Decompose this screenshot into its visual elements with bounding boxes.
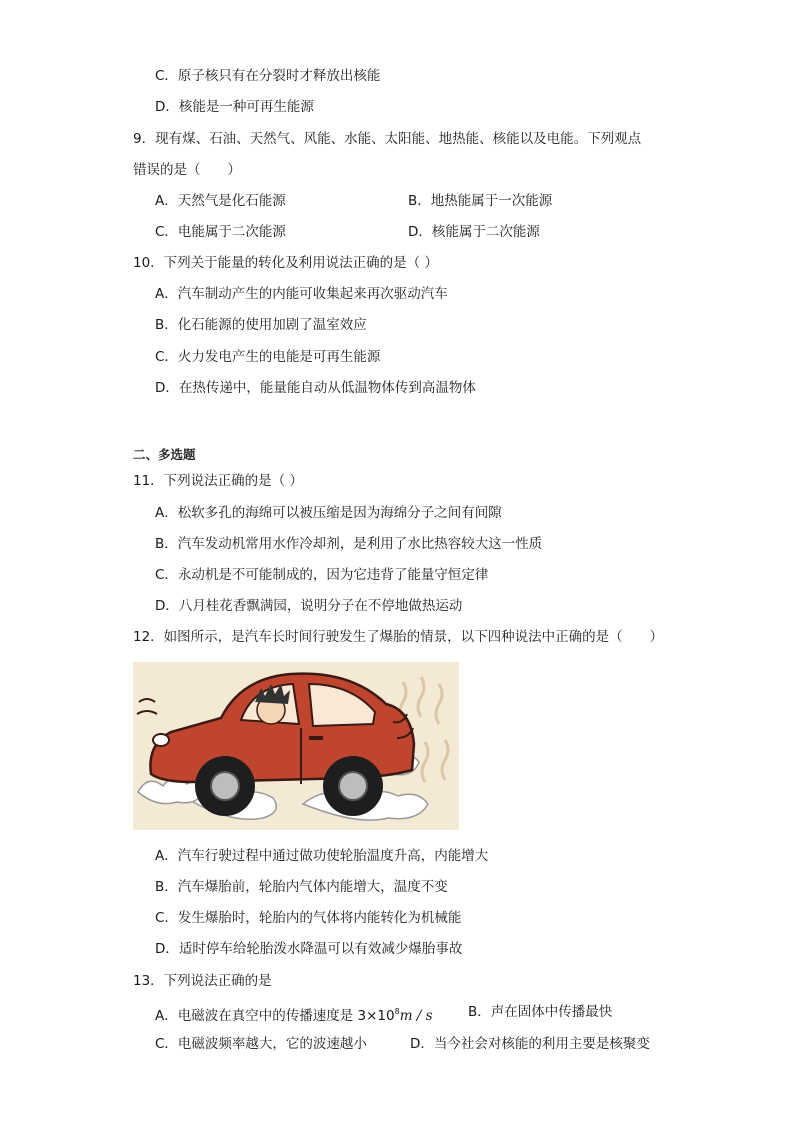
tire-blowout-illustration	[133, 662, 459, 830]
q13-option-c: C．电磁波频率越大，它的波速越小	[155, 1036, 367, 1052]
q8-option-d: D．核能是一种可再生能源	[155, 99, 314, 115]
q10-option-d: D．在热传递中，能量能自动从低温物体传到高温物体	[155, 380, 476, 396]
q10-option-b: B．化石能源的使用加剧了温室效应	[155, 317, 367, 333]
q11-option-d: D．八月桂花香飘满园，说明分子在不停地做热运动	[155, 598, 463, 614]
q9-stem-line2: 错误的是（ ）	[133, 162, 241, 178]
q13-stem: 13．下列说法正确的是	[133, 973, 272, 989]
q13-option-b: B．声在固体中传播最快	[468, 1004, 613, 1020]
q10-option-a: A．汽车制动产生的内能可收集起来再次驱动汽车	[155, 286, 448, 302]
q9-option-c: C．电能属于二次能源	[155, 224, 286, 240]
q12-option-a: A．汽车行驶过程中通过做功使轮胎温度升高，内能增大	[155, 848, 489, 864]
q12-option-b: B．汽车爆胎前，轮胎内气体内能增大，温度不变	[155, 879, 448, 895]
q13-option-a-text: A．电磁波在真空中的传播速度是 3×10	[155, 1008, 395, 1024]
q9-option-b: B．地热能属于一次能源	[408, 193, 553, 209]
car-illustration-svg	[133, 662, 459, 830]
q9-option-d: D．核能属于二次能源	[408, 224, 540, 240]
q8-option-c: C．原子核只有在分裂时才释放出核能	[155, 68, 381, 84]
q9-option-a: A．天然气是化石能源	[155, 193, 286, 209]
q11-option-b: B．汽车发动机常用水作冷却剂，是利用了水比热容较大这一性质	[155, 536, 543, 552]
q13-option-a	[155, 1003, 433, 1025]
q9-stem-line1: 9．现有煤、石油、天然气、风能、水能、太阳能、地热能、核能以及电能。下列观点	[133, 131, 642, 147]
rear-wheel-hub	[339, 772, 367, 800]
headlight	[153, 734, 169, 746]
q11-option-a: A．松软多孔的海绵可以被压缩是因为海绵分子之间有间隙	[155, 505, 502, 521]
door-handle	[309, 736, 323, 740]
q13-option-a-unit: m / s	[399, 1008, 433, 1024]
q10-option-c: C．火力发电产生的电能是可再生能源	[155, 349, 381, 365]
q12-option-d: D．适时停车给轮胎泼水降温可以有效减少爆胎事故	[155, 941, 463, 957]
q13-option-d: D．当今社会对核能的利用主要是核聚变	[410, 1036, 650, 1052]
section-heading: 二、多选题	[133, 447, 196, 462]
front-wheel-hub	[211, 772, 239, 800]
q12-stem: 12．如图所示，是汽车长时间行驶发生了爆胎的情景，以下四种说法中正确的是（ ）	[133, 629, 664, 645]
q13-option-a-exponent: 8	[394, 1007, 400, 1016]
q11-stem: 11．下列说法正确的是（ ）	[133, 473, 303, 489]
q10-stem: 10．下列关于能量的转化及利用说法正确的是（ ）	[133, 255, 438, 271]
q11-option-c: C．永动机是不可能制成的，因为它违背了能量守恒定律	[155, 567, 489, 583]
q12-option-c: C．发生爆胎时，轮胎内的气体将内能转化为机械能	[155, 910, 462, 926]
